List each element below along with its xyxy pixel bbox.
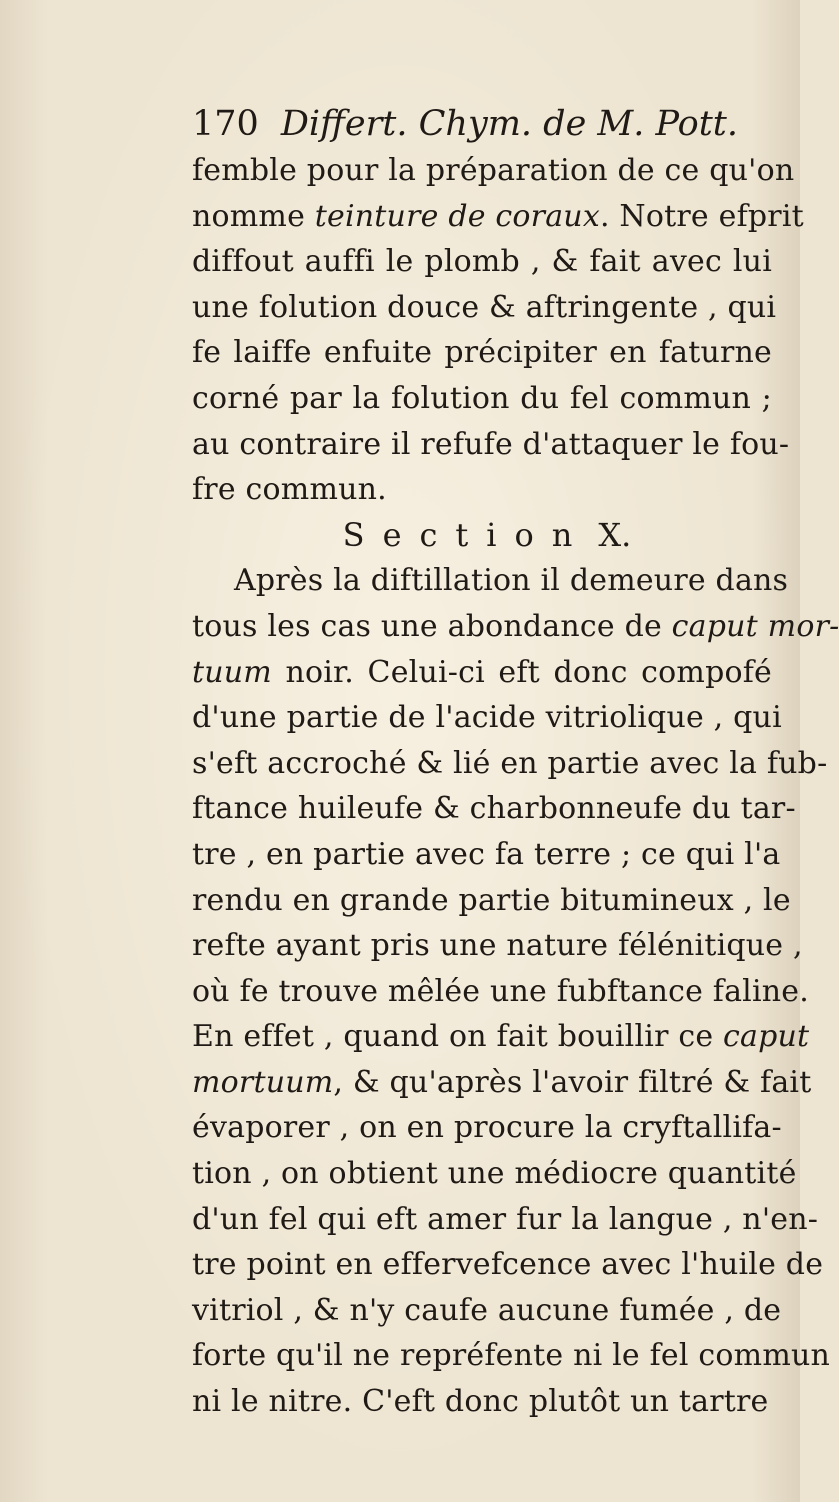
section-heading bbox=[192, 513, 772, 559]
text-line bbox=[192, 1151, 797, 1197]
text-run: fe laiffe enfuite précipiter en faturne bbox=[192, 335, 772, 371]
text-line bbox=[192, 376, 772, 422]
text-run: ftance huileufe & charbonneufe du tar- bbox=[192, 791, 796, 827]
paragraph-1 bbox=[192, 148, 804, 513]
text-line bbox=[192, 695, 782, 741]
text-line bbox=[192, 1288, 782, 1334]
text-run: . Notre efprit bbox=[599, 198, 804, 234]
text-run: noir. Celui-ci eft donc compofé bbox=[271, 654, 772, 690]
text-line bbox=[192, 1060, 812, 1106]
italic-text: teinture de coraux bbox=[314, 198, 600, 234]
text-run: En effet , quand on fait bouillir ce bbox=[192, 1019, 724, 1055]
text-run: refte ayant pris une nature félénitique , bbox=[192, 928, 803, 964]
text-run: tous les cas une abondance de bbox=[192, 608, 672, 644]
running-title: Differt. Chym. de M. Pott. bbox=[280, 104, 738, 144]
text-run: Après la diftillation il demeure dans bbox=[234, 563, 789, 599]
text-line bbox=[192, 467, 772, 513]
italic-text: caput bbox=[723, 1019, 810, 1055]
text-run: où fe trouve mêlée une fubftance faline. bbox=[192, 973, 809, 1009]
text-line bbox=[192, 330, 772, 376]
text-run: , & qu'après l'avoir filtré & fait bbox=[333, 1064, 812, 1100]
italic-text: tuum bbox=[192, 654, 272, 690]
page-number: 170 bbox=[192, 104, 259, 144]
text-run: vitriol , & n'y caufe aucune fumée , de bbox=[192, 1292, 782, 1328]
text-run: ni le nitre. C'eft donc plutôt un tartre bbox=[192, 1384, 769, 1420]
text-line bbox=[192, 832, 781, 878]
text-run: nomme bbox=[192, 198, 315, 234]
text-line bbox=[192, 285, 777, 331]
text-run: forte qu'il ne repréfente ni le fel commun bbox=[192, 1338, 831, 1374]
text-run: rendu en grande partie bitumineux , le bbox=[192, 882, 791, 918]
text-run: d'un fel qui eft amer fur la langue , n'en- bbox=[192, 1201, 819, 1237]
italic-text: caput mor- bbox=[671, 608, 839, 644]
text-line bbox=[192, 148, 795, 194]
text-run: tre point en effervefcence avec l'huile de bbox=[192, 1247, 824, 1283]
text-run: évaporer , on en procure la cryftallifa- bbox=[192, 1110, 782, 1146]
text-run: une folution douce & aftringente , qui bbox=[192, 289, 777, 325]
text-line bbox=[192, 969, 809, 1015]
text-line bbox=[192, 878, 791, 924]
text-line bbox=[192, 1379, 772, 1425]
text-run: fre commun. bbox=[192, 472, 387, 508]
text-line bbox=[192, 1333, 831, 1379]
text-line bbox=[192, 1197, 819, 1243]
section-word: Section bbox=[342, 515, 591, 554]
text-run: tre , en partie avec fa terre ; ce qui l'a bbox=[192, 836, 781, 872]
text-line bbox=[192, 650, 772, 696]
text-line bbox=[192, 1014, 810, 1060]
text-line bbox=[192, 558, 789, 604]
text-line bbox=[192, 923, 803, 969]
text-line bbox=[192, 1242, 824, 1288]
italic-text: mortuum bbox=[192, 1064, 334, 1100]
text-line bbox=[192, 741, 828, 787]
text-run: au contraire il refufe d'attaquer le fou- bbox=[192, 426, 790, 462]
text-run: d'une partie de l'acide vitriolique , qui bbox=[192, 700, 782, 736]
text-run: tion , on obtient une médiocre quantité bbox=[192, 1156, 797, 1192]
text-run: femble pour la préparation de ce qu'on bbox=[192, 153, 795, 188]
text-run: diffout auffi le plomb , & fait avec lui bbox=[192, 244, 772, 280]
text-line bbox=[192, 422, 790, 468]
text-line bbox=[192, 786, 796, 832]
page-header bbox=[192, 100, 772, 148]
text-line bbox=[192, 239, 772, 285]
text-line bbox=[192, 1105, 782, 1151]
paragraph-2 bbox=[192, 558, 839, 1424]
text-block bbox=[192, 100, 839, 1425]
text-line bbox=[192, 604, 839, 650]
section-number: X. bbox=[598, 515, 632, 554]
text-run: s'eft accroché & lié en partie avec la fub- bbox=[192, 745, 828, 781]
text-line bbox=[192, 194, 804, 240]
text-run: corné par la folution du fel commun ; bbox=[192, 380, 772, 416]
